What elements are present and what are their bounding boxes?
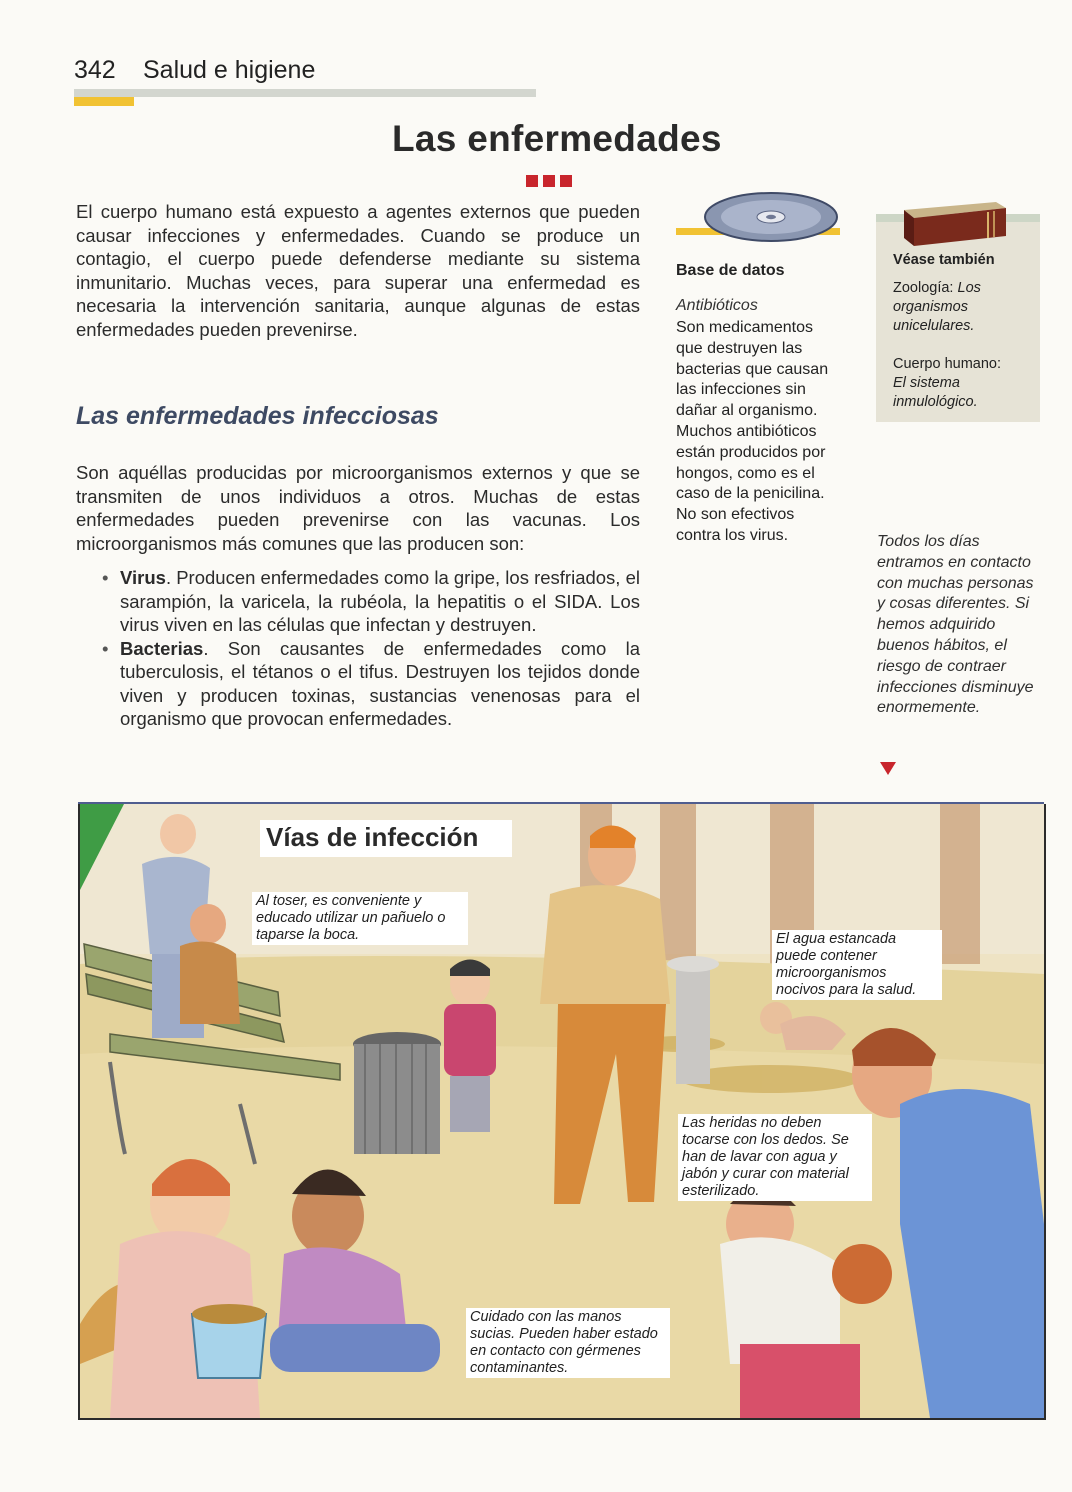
see-also-title: Véase también <box>893 252 995 268</box>
database-text: Son medicamentos que destruyen las bacterias que causan las infecciones sin dañar al organismo. Muchos antibióticos están producidos por hongos, como es el caso de la penicilina. No son efectivos contra los virus. <box>676 319 829 544</box>
intro-paragraph: El cuerpo humano está expuesto a agentes externos que pueden causar infecciones y enfermedades. Cuando se produce un contagio, el cuerpo puede defenderse mediante su sistema inmunitario. Muchas veces, para superar una enfermedad es necesaria la intervención sanitaria, aunque algunas de estas enfermedades pueden prevenirse. <box>76 201 640 340</box>
caption-cough: Al toser, es conveniente y educado utilizar un pañuelo o taparse la boca. <box>252 892 468 945</box>
section-title: Salud e higiene <box>143 56 316 84</box>
see-also-ref: Los organismos unicelulares. <box>893 280 981 334</box>
list-item: • Virus. Producen enfermedades como la gripe, los resfriados, el sarampión, la varicela, la rubéola, la hepatitis o el SIDA. Los virus viven en las células que infectan y destruyen. <box>102 567 640 635</box>
bullet-text: . Son causantes de enfermedades como la tuberculosis, el tétanos o el tifus. Destruyen los tejidos donde viven y producen toxinas, sustancias venenosas para el organismo que provocan enfermedades. <box>120 637 640 729</box>
see-also-item[interactable] <box>893 355 1033 412</box>
illustration <box>78 804 1046 1420</box>
caption-water: El agua estancada puede contener microorganismos nocivos para la salud. <box>772 930 942 1000</box>
down-arrow-icon <box>880 762 896 775</box>
database-title: Base de datos <box>676 262 785 279</box>
list-item: • Bacterias. Son causantes de enfermedades como la tuberculosis, el tétanos o el tifus. Destruyen los tejidos donde viven y producen toxinas, sustancias venenosas para el organismo que provocan enfermedades. <box>102 637 640 729</box>
see-also-ref: El sistema inmulológico. <box>893 375 978 410</box>
page-title: Las enfermedades <box>392 118 722 159</box>
see-also-topic: Zoología: <box>893 280 954 296</box>
section-heading: Las enfermedades infecciosas <box>76 402 439 430</box>
book-icon <box>900 200 1008 248</box>
page-number: 342 <box>74 56 116 84</box>
caption-wounds: Las heridas no deben tocarse con los dedos. Se han de lavar con agua y jabón y curar con material esterilizado. <box>678 1114 872 1201</box>
bullet-term: Virus <box>120 567 166 588</box>
bullet-term: Bacterias <box>120 637 204 659</box>
header-accent <box>74 97 134 106</box>
cd-icon <box>702 190 840 244</box>
see-also-topic: Cuerpo humano: <box>893 356 1002 372</box>
section-paragraph: Son aquéllas producidas por microorganismos externos y que se transmiten de unos individuos a otros. Muchas de estas enfermedades pueden prevenirse con las vacunas. Los microorganismos más comunes que las producen son: <box>76 462 640 554</box>
title-ornament <box>526 174 577 192</box>
bullet-text: . Producen enfermedades como la gripe, los resfriados, el sarampión, la varicela, la rubéola, la hepatitis o el SIDA. Los virus viven en las células que infectan y destruyen. <box>120 567 640 635</box>
side-note: Todos los días entramos en contacto con muchas personas y cosas diferentes. Si hemos adquirido buenos hábitos, el riesgo de contraer infecciones disminuye enormemente. <box>877 533 1034 717</box>
bullet-list <box>100 566 640 731</box>
illustration-title: Vías de infección <box>260 820 512 857</box>
caption-hands: Cuidado con las manos sucias. Pueden haber estado en contacto con gérmenes contaminantes. <box>466 1308 670 1378</box>
header-rule <box>74 89 536 97</box>
see-also-item[interactable] <box>893 279 1033 336</box>
database-subtitle: Antibióticos <box>676 297 758 314</box>
